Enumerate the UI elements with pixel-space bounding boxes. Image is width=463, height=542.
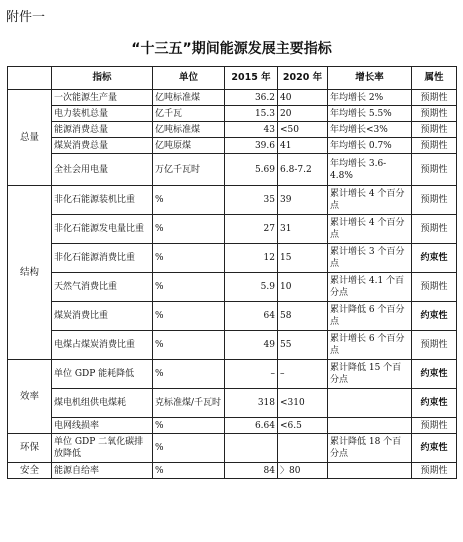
growth-cell: 年均增长 3.6-4.8% [328,154,412,186]
category-cell: 环保 [8,434,52,463]
unit-cell: % [153,360,225,389]
value-2020-cell: – [278,360,328,389]
table-row [8,244,457,273]
attribute-cell: 预期性 [412,273,457,302]
value-2015-cell: 6.64 [225,418,278,434]
unit-cell: % [153,186,225,215]
header-unit: 单位 [153,67,225,90]
value-2015-cell: 43 [225,122,278,138]
category-cell: 总量 [8,90,52,186]
growth-cell: 年均增长 5.5% [328,106,412,122]
growth-cell [328,463,412,479]
unit-cell: 亿吨标准煤 [153,90,225,106]
attribute-cell: 预期性 [412,122,457,138]
attribute-cell: 预期性 [412,106,457,122]
attachment-label: 附件一 [6,10,46,25]
attribute-cell: 预期性 [412,463,457,479]
value-2020-cell: <310 [278,389,328,418]
attribute-cell: 预期性 [412,154,457,186]
table-row [8,106,457,122]
value-2015-cell: 36.2 [225,90,278,106]
header-indicator: 指标 [52,67,153,90]
unit-cell: % [153,418,225,434]
header-growth: 增长率 [328,67,412,90]
attribute-cell: 约束性 [412,434,457,463]
value-2020-cell: <6.5 [278,418,328,434]
growth-cell: 累计增长 4 个百分点 [328,186,412,215]
value-2015-cell: 5.69 [225,154,278,186]
value-2020-cell: 58 [278,302,328,331]
attribute-cell: 约束性 [412,302,457,331]
table-row [8,463,457,479]
growth-cell: 累计增长 3 个百分点 [328,244,412,273]
indicator-cell: 能源消费总量 [52,122,153,138]
value-2020-cell: 20 [278,106,328,122]
header-2015: 2015 年 [225,67,278,90]
indicator-cell: 非化石能源消费比重 [52,244,153,273]
attribute-cell: 预期性 [412,138,457,154]
value-2020-cell [278,434,328,463]
table-row [8,186,457,215]
growth-cell: 累计增长 4 个百分点 [328,215,412,244]
value-2020-cell: 10 [278,273,328,302]
value-2015-cell: 15.3 [225,106,278,122]
unit-cell: 亿吨原煤 [153,138,225,154]
attribute-cell: 约束性 [412,244,457,273]
value-2020-cell: 41 [278,138,328,154]
indicator-cell: 电网线损率 [52,418,153,434]
value-2015-cell: 35 [225,186,278,215]
indicator-cell: 全社会用电量 [52,154,153,186]
category-cell: 安全 [8,463,52,479]
indicator-cell: 煤炭消费总量 [52,138,153,154]
unit-cell: % [153,331,225,360]
unit-cell: % [153,273,225,302]
unit-cell: % [153,215,225,244]
indicator-cell: 非化石能源发电量比重 [52,215,153,244]
indicator-cell: 天然气消费比重 [52,273,153,302]
unit-cell: 克标准煤/千瓦时 [153,389,225,418]
unit-cell: % [153,434,225,463]
attribute-cell: 预期性 [412,90,457,106]
indicator-cell: 单位 GDP 能耗降低 [52,360,153,389]
table-row [8,154,457,186]
growth-cell: 累计增长 6 个百分点 [328,331,412,360]
value-2015-cell: – [225,360,278,389]
attribute-cell: 约束性 [412,389,457,418]
growth-cell: 累计增长 4.1 个百分点 [328,273,412,302]
table-row [8,122,457,138]
attribute-cell: 预期性 [412,331,457,360]
value-2020-cell: 15 [278,244,328,273]
indicator-table [7,66,457,479]
indicator-cell: 电力装机总量 [52,106,153,122]
header-category [8,67,52,90]
table-row [8,360,457,389]
value-2020-cell: 〉80 [278,463,328,479]
growth-cell [328,418,412,434]
table-row [8,273,457,302]
value-2015-cell [225,434,278,463]
header-2020: 2020 年 [278,67,328,90]
indicator-cell: 单位 GDP 二氧化碳排放降低 [52,434,153,463]
value-2020-cell: 6.8-7.2 [278,154,328,186]
value-2020-cell: <50 [278,122,328,138]
table-row [8,138,457,154]
unit-cell: % [153,244,225,273]
attribute-cell: 约束性 [412,360,457,389]
value-2015-cell: 27 [225,215,278,244]
value-2015-cell: 12 [225,244,278,273]
header-attribute: 属性 [412,67,457,90]
indicator-cell: 能源自给率 [52,463,153,479]
unit-cell: 万亿千瓦时 [153,154,225,186]
table-row [8,302,457,331]
growth-cell: 年均增长 0.7% [328,138,412,154]
value-2020-cell: 40 [278,90,328,106]
indicator-cell: 电煤占煤炭消费比重 [52,331,153,360]
value-2015-cell: 84 [225,463,278,479]
indicator-cell: 煤炭消费比重 [52,302,153,331]
header-row [8,67,457,90]
growth-cell [328,389,412,418]
table-row [8,389,457,418]
value-2020-cell: 55 [278,331,328,360]
growth-cell: 年均增长 2% [328,90,412,106]
table-row [8,331,457,360]
indicator-cell: 煤电机组供电煤耗 [52,389,153,418]
value-2015-cell: 64 [225,302,278,331]
category-cell: 结构 [8,186,52,360]
unit-cell: 亿千瓦 [153,106,225,122]
value-2020-cell: 31 [278,215,328,244]
growth-cell: 累计降低 15 个百分点 [328,360,412,389]
value-2015-cell: 49 [225,331,278,360]
table-row [8,90,457,106]
attribute-cell: 预期性 [412,186,457,215]
value-2015-cell: 318 [225,389,278,418]
unit-cell: % [153,302,225,331]
growth-cell: 年均增长<3% [328,122,412,138]
value-2015-cell: 5.9 [225,273,278,302]
unit-cell: % [153,463,225,479]
page-title: “十三五”期间能源发展主要指标 [131,41,332,57]
category-cell: 效率 [8,360,52,434]
unit-cell: 亿吨标准煤 [153,122,225,138]
table-row [8,418,457,434]
table-row [8,434,457,463]
indicator-cell: 非化石能源装机比重 [52,186,153,215]
indicator-cell: 一次能源生产量 [52,90,153,106]
attribute-cell: 预期性 [412,418,457,434]
growth-cell: 累计降低 18 个百分点 [328,434,412,463]
attribute-cell: 预期性 [412,215,457,244]
table-row [8,215,457,244]
growth-cell: 累计降低 6 个百分点 [328,302,412,331]
value-2015-cell: 39.6 [225,138,278,154]
value-2020-cell: 39 [278,186,328,215]
